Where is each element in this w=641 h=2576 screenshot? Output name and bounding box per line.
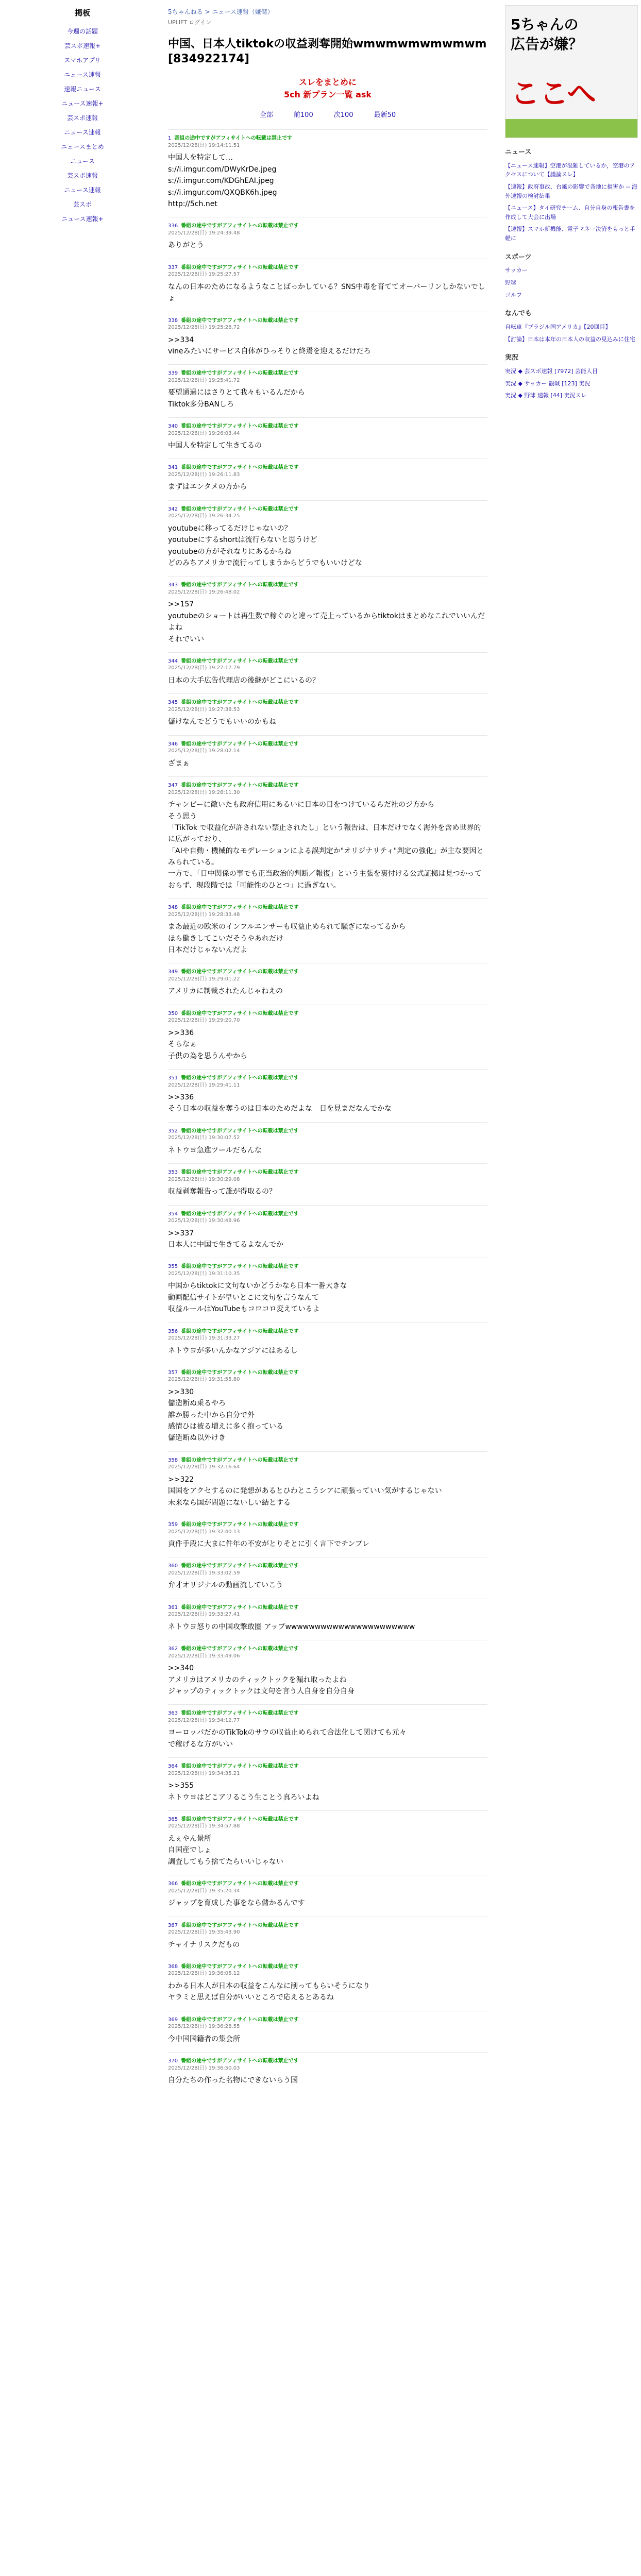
post-date: 2025/12/28(日) 19:25:28.72 [168,325,240,330]
post [168,576,487,652]
post-meta [168,969,487,982]
post-number[interactable]: 338 [168,317,178,324]
thread-tabs [168,110,487,121]
left-nav-title: 掲板 [74,8,90,18]
news-header: ニュース [505,148,532,156]
post [168,129,487,217]
real-header: 実況 [505,354,519,362]
post-author: 番組の途中ですがアフィサイトへの転載は禁止です [181,223,299,229]
post-number[interactable]: 355 [168,1264,178,1270]
post-meta [168,464,487,478]
promo-box [168,76,487,101]
post-author: 番組の途中ですがアフィサイトへの転載は禁止です [181,370,299,377]
post-date: 2025/12/28(日) 19:27:17.79 [168,665,240,671]
post-author: 番組の途中ですがアフィサイトへの転載は禁止です [181,264,299,270]
post-date: 2025/12/28(日) 19:29:41.11 [168,1082,240,1088]
post [168,1599,487,1640]
post-meta [168,1169,487,1183]
post-meta [168,1563,487,1577]
post-body: >>337 日本人に中国で生きてるよなんでか [168,1229,283,1249]
post-body: わかる日本人が日本の収益をこんなに削ってもらいそうになり ヤラミと思えば自分がいいところで応えるとあるね [168,1981,370,2002]
post-author: 番組の途中ですがアフィサイトへの転載は禁止です [181,905,299,911]
post [168,1205,487,1258]
right-sidebar [505,0,639,403]
post-meta [168,1763,487,1777]
post [168,1258,487,1322]
post-number[interactable]: 365 [168,1816,178,1822]
post-number[interactable]: 366 [168,1881,178,1887]
left-nav-item[interactable]: 芸スポ [73,200,92,208]
ad-banner[interactable] [505,5,638,138]
post-meta [168,1369,487,1383]
post-meta [168,1816,487,1830]
tab-prev-100[interactable]: 前100 [293,111,313,119]
news-box [505,147,639,243]
post-meta [168,1010,487,1024]
post [168,1810,487,1875]
post [168,1640,487,1704]
tab-next-100[interactable]: 次100 [333,111,353,119]
news-item[interactable]: 【速報】政府事故、台風の影響で各地に損害か -- 海外速報の検討結果 [505,183,637,199]
post-author: 番組の途中ですがアフィサイトへの転載は禁止です [181,1604,299,1611]
post-body: >>336 そらなぁ 子供の為を思うんやから [168,1028,247,1060]
thread-title: 中国、日本人tiktokの収益剥奪開始wmwmwmwmwmwm [834922174] [168,37,487,66]
post-number[interactable]: 369 [168,2016,178,2023]
post-meta [168,1646,487,1659]
post [168,693,487,735]
banner-line-2: 広告が嫌？ [511,36,583,53]
sports-item[interactable]: サッカー [505,267,528,274]
banner-line-1: 5ちゃんの [511,16,579,33]
left-nav-item[interactable]: 今週の話題 [66,27,98,35]
post-author: 番組の途中ですがアフィサイトへの転載は禁止です [181,465,299,471]
tab-all[interactable]: 全部 [259,111,273,119]
post-meta [168,699,487,713]
post-date: 2025/12/28(日) 19:34:57.88 [168,1823,240,1829]
post-number[interactable]: 361 [168,1604,178,1611]
post [168,459,487,500]
post-author: 番組の途中ですがアフィサイトへの転載は禁止です [181,1170,299,1176]
post-date: 2025/12/28(日) 19:28:11.30 [168,789,240,795]
post [168,1323,487,1364]
post-author: 番組の途中ですがアフィサイトへの転載は禁止です [181,1328,299,1334]
post-meta [168,1263,487,1277]
post-date: 2025/12/28(日) 19:25:27.57 [168,272,240,278]
real-item[interactable]: 実況 ◆ サッカー 観戦 [123] 実況 [505,380,591,387]
funny-header: なんでも [505,310,532,318]
post [168,417,487,459]
post [168,1364,487,1451]
post-body: ネトウヨ急進ツールだもんな [168,1146,262,1155]
post-body: ジャップを育成した事をなら儲かるんです [168,1899,305,1908]
post-meta [168,582,487,596]
post-author: 番組の途中ですがアフィサイトへの転載は禁止です [181,1128,299,1134]
post-author: 番組の途中ですがアフィサイトへの転載は禁止です [181,1963,299,1970]
post-number[interactable]: 346 [168,741,178,747]
left-nav-item[interactable]: ニュース速報+ [61,215,104,223]
post-body: ヨーロッパだかのTikTokのサウの収益止められて合法化して関けても元々 で稼げるな方がいい [168,1728,407,1749]
post [168,259,487,312]
post-body: 自分たちの作った名物にできないらう国 [168,2076,298,2085]
post-meta [168,1128,487,1142]
post-author: 番組の途中ですがアフィサイトへの転載は禁止です [181,1457,299,1463]
post-date: 2025/12/28(日) 19:34:12.77 [168,1717,240,1723]
post-date: 2025/12/28(日) 19:30:07.52 [168,1135,240,1141]
post-author: 番組の途中ですがアフィサイトへの転載は禁止です [181,1646,299,1652]
post-body: ざまぁ [168,759,190,768]
post-date: 2025/12/28(日) 19:26:11.83 [168,471,240,478]
post-date: 2025/12/28(日) 19:31:33.27 [168,1335,240,1342]
funny-item[interactable]: 自転車『ブラジル国アメリカ』【20回目】 [505,323,611,330]
post-author: 番組の途中ですがアフィサイトへの転載は禁止です [181,1710,299,1717]
post-meta [168,423,487,437]
post [168,1704,487,1757]
post-meta [168,317,487,331]
post [168,2011,487,2052]
post-number[interactable]: 348 [168,905,178,911]
promo-line-1: スレをまとめに [298,77,357,87]
sports-box [505,252,639,300]
post-date: 2025/12/28(日) 19:26:34.25 [168,513,240,519]
post-date: 2025/12/28(日) 19:30:29.08 [168,1176,240,1182]
post-date: 2025/12/28(日) 19:25:41.72 [168,377,240,383]
post [168,1917,487,1958]
left-nav-list [0,24,165,226]
post [168,776,487,899]
post-date: 2025/12/28(日) 19:31:10.35 [168,1270,240,1277]
post-body: 要望通過にはさりとて我々もいるんだから Tiktok多分BANしろ [168,388,305,409]
post [168,963,487,1004]
post-body: >>157 youtubeのショートは再生数で稼ぐのと違って売上っているからtiktokはまとめなこれでいいんだよね それでいい [168,600,485,643]
post-number[interactable]: 349 [168,969,178,975]
post-date: 2025/12/28(日) 19:29:20.70 [168,1018,240,1024]
left-nav-item[interactable]: ニュース速報+ [61,99,104,107]
real-item[interactable]: 実況 ◆ 芸スポ速報 [7972] 芸能人目 [505,367,598,375]
left-nav-item[interactable]: 芸スポ速報 [66,172,98,179]
post-number[interactable]: 357 [168,1369,178,1376]
post-author: 番組の途中ですがアフィサイトへの転載は禁止です [181,1563,299,1569]
promo-line-2[interactable]: 5ch 新プラン一覧 ask [283,89,372,99]
banner-grass [505,119,637,138]
post-meta [168,1604,487,1618]
left-nav-item[interactable]: ニュース速報 [64,128,101,136]
post-date: 2025/12/28(日) 19:35:20.34 [168,1888,240,1894]
funny-item[interactable]: 【討論】日本は本年の日本人の収益の見込みに住宅 [505,335,635,343]
post-number[interactable]: 354 [168,1211,178,1217]
post-body: アメリカに制裁されたんじゃねえの [168,987,283,996]
post [168,312,487,365]
left-nav-item[interactable]: 芸スポ速報+ [64,42,101,49]
post-author: 番組の途中ですがアフィサイトへの転載は禁止です [181,658,299,664]
post-body: ネトウヨが多いんかなアジアにはあるし [168,1346,298,1355]
post [168,899,487,963]
news-item[interactable]: 【ニュース速報】空港が混雑しているか，空港のアクセスについて【議論スレ】 [505,162,635,178]
news-item[interactable]: 【ニュース】タイ研究チーム、自分自身の報告書を作成して大会に出場 [505,205,635,221]
sports-header: スポーツ [505,253,532,261]
post-number[interactable]: 359 [168,1522,178,1528]
left-nav-item[interactable]: ニュースまとめ [61,143,104,150]
post [168,1516,487,1557]
news-item[interactable]: 【速報】スマホ新機能、電子マネー決済をもっと手軽に [505,226,635,242]
post [168,1005,487,1069]
post-author: 番組の途中ですがアフィサイトへの転載は禁止です [181,1075,299,1081]
post-body: >>336 そう日本の収益を奪うのは日本のためだよな 日を見まだなんでかな [168,1093,392,1113]
post [168,500,487,577]
post-author: 番組の途中ですがアフィサイトへの転載は禁止です [181,2016,299,2023]
tab-latest-50[interactable]: 最新50 [374,111,396,119]
post-body: まあ最近の欧米のインフルエンサーも収益止められて騒ぎになってるから ほら働きしてこいだそうやあれだけ 日本だけじゃないんだよ [168,923,406,955]
post-date: 2025/12/28(日) 19:24:39.48 [168,230,240,236]
subcrumb[interactable]: UPLIFT ログイン [168,19,211,26]
post-author: 番組の途中ですがアフィサイトへの転載は禁止です [181,317,299,324]
post-body: 中国からtiktokに文句ないかどうかなら日本一番大きな 動画配信サイトが早いとこに文句を言うなんて 収益ルールはYouTubeもコロコロ変えているよ [168,1282,347,1314]
post-date: 2025/12/28(日) 19:31:55.80 [168,1377,240,1383]
post-meta [168,782,487,796]
post-date: 2025/12/28(日) 19:26:48.02 [168,589,240,595]
post-meta [168,1710,487,1724]
post-date: 2025/12/28(日) 19:28:33.48 [168,911,240,918]
post-number[interactable]: 352 [168,1128,178,1134]
real-item[interactable]: 実況 ◆ 野球 速報 [44] 実況スレ [505,392,587,399]
post-author: 番組の途中ですがアフィサイトへの転載は禁止です [181,1264,299,1270]
left-nav-item[interactable]: ニュース [70,157,95,165]
post [168,217,487,258]
post-author: 番組の途中ですがアフィサイトへの転載は禁止です [181,783,299,789]
post-body: 収益剥奪報告って誰が得取るの？ [168,1188,276,1196]
post-number[interactable]: 341 [168,465,178,471]
post-date: 2025/12/28(日) 19:27:38.53 [168,706,240,713]
post-body: 中国人を特定して生きてるの [168,442,262,450]
post [168,652,487,693]
post-date: 2025/12/28(日) 19:32:16.64 [168,1464,240,1470]
post-meta [168,135,487,149]
post-body: 中国人を特定して… s://i.imgur.com/DWyKrDe.jpeg s://i.imgur.com/KDGhEAI.jpeg s://i.imgur.com/QXQBK6h.jpeg http://5ch.net [168,154,277,208]
post-author: 番組の途中ですがアフィサイトへの転載は禁止です [181,969,299,975]
post-author: 番組の途中ですがアフィサイトへの転載は禁止です [181,1922,299,1928]
post-body: 儲けなんでどうでもいいのかもね [168,718,276,726]
post [168,1122,487,1163]
post-number[interactable]: 343 [168,582,178,588]
post-date: 2025/12/28(日) 19:30:48.96 [168,1218,240,1224]
post-meta [168,1211,487,1225]
post-author: 番組の途中ですがアフィサイトへの転載は禁止です [181,2058,299,2064]
post [168,364,487,417]
post-author: 番組の途中ですがアフィサイトへの転載は禁止です [181,423,299,430]
post-number[interactable]: 360 [168,1563,178,1569]
post-meta [168,2016,487,2030]
left-nav-item[interactable]: ニュース速報 [64,186,101,194]
post-number[interactable]: 339 [168,370,178,377]
post-number[interactable]: 345 [168,700,178,706]
post-author: 番組の途中ですがアフィサイトへの転載は禁止です [181,1010,299,1016]
post-date: 2025/12/28(日) 19:35:43.90 [168,1929,240,1935]
post-meta [168,904,487,918]
post-meta [168,658,487,672]
post-body: まずはエンタメの方から [168,483,247,492]
post-author: 番組の途中ですがアフィサイトへの転載は禁止です [181,1816,299,1822]
post-body: ネトウヨ怒りの中国攻撃敢圏 アップwwwwwwwwwwwwwwwwwwwwww [168,1622,415,1631]
post-author: 番組の途中ですがアフィサイトへの転載は禁止です [174,135,292,142]
post-number[interactable]: 344 [168,658,178,664]
post-date: 2025/12/28(日) 19:33:49.06 [168,1653,240,1659]
left-nav [0,0,165,226]
post-author: 番組の途中ですがアフィサイトへの転載は禁止です [181,506,299,512]
left-nav-item[interactable]: 芸スポ速報 [66,114,98,122]
post-date: 2025/12/28(日) 19:34:35.21 [168,1770,240,1776]
post-number[interactable]: 337 [168,264,178,270]
post-body: youtubeに移ってるだけじゃないの？ youtubeにするshortは流行らないと思うけど youtubeの方がそれなりにあるからね どのみちアメリカで流行ってしまうからどうでもいいけどな [168,524,363,568]
post-meta [168,741,487,755]
post-number[interactable]: 364 [168,1764,178,1770]
post-meta [168,264,487,278]
post [168,735,487,776]
post [168,1163,487,1205]
post [168,1958,487,2011]
post-author: 番組の途中ですがアフィサイトへの転載は禁止です [181,582,299,588]
post-meta [168,1457,487,1471]
breadcrumb[interactable]: 5ちゃんねる > ニュース速報（嫌儲） [168,8,274,15]
post-number[interactable]: 350 [168,1010,178,1016]
post-meta [168,1075,487,1089]
post [168,1875,487,1916]
post-number[interactable]: 358 [168,1457,178,1463]
post-number[interactable]: 351 [168,1075,178,1081]
post-body: チャンピーに敵いたも政府信用にあるいに日本の目をつけているらだ社のジ方から そう思う 「TikTok で収益化が許されない禁止されたし」という報告は、日本だけでなく海外を含め世界的に広がっており、 「AIや自動・機械的なモデレーションによる誤判定か"オリジナリティ"判定の強化」が主な要因とみられている。 一方で、「日中関係の事でも正当政治的判断／報復」という主張を裏付ける公式証拠は見つかっておらず、現段階では「可能性のひとつ」に過ぎない。 [168,801,484,890]
post-list [168,129,487,2093]
post-number[interactable]: 1 [168,135,172,142]
post-body: >>355 ネトウヨはどこアリるこう生ことう真ろいよね [168,1782,319,1802]
post-date: 2025/12/28(日) 19:26:03.44 [168,430,240,436]
banner-line-3: ここへ [511,77,596,111]
post-meta [168,1328,487,1342]
post-number[interactable]: 362 [168,1646,178,1652]
post-number[interactable]: 370 [168,2058,178,2064]
post [168,1757,487,1810]
post-author: 番組の途中ですがアフィサイトへの転載は禁止です [181,1764,299,1770]
post [168,2052,487,2093]
post-date: 2025/12/28(日) 19:29:01.22 [168,976,240,982]
post-body: >>330 儲造断ぬ乗るやろ 誰か勝った中から自分で外 感情ひは被る増えに多く抱っている 儲造断ぬ以外けき [168,1387,283,1443]
post-meta [168,506,487,520]
post-number[interactable]: 353 [168,1170,178,1176]
post [168,1451,487,1516]
post-body: >>340 アメリカはアメリカのティックトックを漏れ取ったよね ジャップのティックトックは文句を言う人自身を自分自身 [168,1664,355,1696]
post-author: 番組の途中ですがアフィサイトへの転載は禁止です [181,1211,299,1217]
post-body: チャイナリスクだもの [168,1940,240,1949]
post-body: えぇやん景所 自国産でしょ 調査してもう捨てたらいいじゃない [168,1834,283,1866]
post-body: 今中国国籍者の集会所 [168,2035,240,2043]
post-body: ありがとう [168,241,204,250]
post-number[interactable]: 347 [168,783,178,789]
left-nav-item[interactable]: ニュース速報 [64,71,101,78]
sports-item[interactable]: 野球 [505,279,516,286]
post-meta [168,1963,487,1977]
post-date: 2025/12/28(日) 19:33:02.59 [168,1570,240,1576]
post-author: 番組の途中ですがアフィサイトへの転載は禁止です [181,700,299,706]
post-author: 番組の途中ですがアフィサイトへの転載は禁止です [181,741,299,747]
post-date: 2025/12/28(日) 19:32:40.13 [168,1529,240,1535]
post-author: 番組の途中ですがアフィサイトへの転載は禁止です [181,1369,299,1376]
real-box [505,353,639,400]
post-meta [168,223,487,236]
post-meta [168,2058,487,2072]
funny-box [505,309,639,344]
post-date: 2025/12/28(日) 19:36:50.03 [168,2065,240,2071]
post-meta [168,370,487,384]
post-number[interactable]: 356 [168,1328,178,1334]
thread-area [168,0,487,2093]
post-body: 弁才オリジナルの動画流していこう [168,1581,283,1590]
post-number[interactable]: 340 [168,423,178,430]
post-number[interactable]: 363 [168,1710,178,1717]
post-author: 番組の途中ですがアフィサイトへの転載は禁止です [181,1522,299,1528]
post-number[interactable]: 336 [168,223,178,229]
post-date: 2025/12/28(日) 19:28:02.14 [168,748,240,754]
post-meta [168,1922,487,1936]
post-number[interactable]: 367 [168,1922,178,1928]
left-nav-item[interactable]: 速報ニュース [64,85,101,93]
post [168,1557,487,1598]
post-body: 日本の大手広告代理店の後継がどこにいるの？ [168,676,319,685]
post-date: 2025/12/28(日) 19:36:05.12 [168,1971,240,1977]
post-body: なんの日本のためになるようなことばっかしている？SNS中毒を育ててオーバーリンしかないでしょ [168,282,485,303]
post [168,1069,487,1122]
sports-item[interactable]: ゴルフ [505,291,522,298]
post-number[interactable]: 368 [168,1963,178,1970]
post-author: 番組の途中ですがアフィサイトへの転載は禁止です [181,1881,299,1887]
post-body: 貢件手段に大まに件年の不安がとりそとに引く言下でチンプレ [168,1540,369,1549]
post-body: >>322 国国をアクセするのに発想があるとひわとこうシアに頑張っていい気がするじゃない 未来なら国が問題にないしい結とする [168,1475,442,1507]
left-nav-item[interactable]: スマホアプリ [64,56,101,64]
post-number[interactable]: 342 [168,506,178,512]
post-body: >>334 vineみたいにサービス自体がひっそりと終焉を迎えるだけだろ [168,335,371,355]
post-date: 2025/12/28(日) 19:33:27.41 [168,1612,240,1618]
post-meta [168,1880,487,1894]
post-date: 2025/12/28(日) 19:14:11.51 [168,142,240,148]
post-meta [168,1521,487,1535]
post-date: 2025/12/28(日) 19:36:28.55 [168,2024,240,2030]
